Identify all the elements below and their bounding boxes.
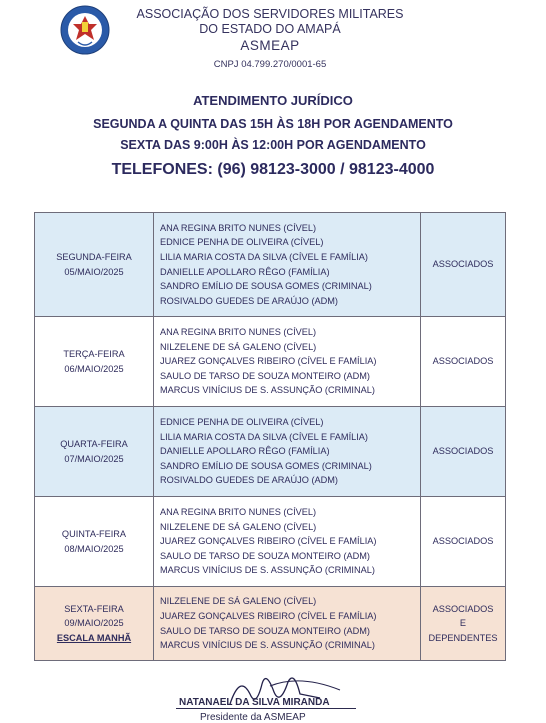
day-cell <box>35 407 154 497</box>
audience-cell <box>421 497 506 587</box>
lawyer-entry: ROSIVALDO GUEDES DE ARAÚJO (ADM) <box>160 295 338 306</box>
schedule-row-monday <box>35 213 506 317</box>
audience-label: ASSOCIADOS <box>432 446 494 457</box>
schedule-row-wednesday <box>35 407 506 497</box>
lawyer-entry: SANDRO EMÍLIO DE SOUSA GOMES (CRIMINAL) <box>160 460 372 471</box>
org-cnpj: CNPJ 04.799.270/0001-65 <box>213 59 327 70</box>
day-date: 09/MAIO/2025 <box>64 618 124 629</box>
schedule-row-thursday <box>35 497 506 587</box>
day-cell <box>35 587 154 661</box>
audience-cell <box>421 213 506 317</box>
day-cell <box>35 213 154 317</box>
lawyer-entry: JUAREZ GONÇALVES RIBEIRO (CÍVEL E FAMÍLIA) <box>160 356 377 367</box>
lawyer-entry: JUAREZ GONÇALVES RIBEIRO (CÍVEL E FAMÍLIA) <box>160 536 377 547</box>
audience-label: DEPENDENTES <box>428 632 498 643</box>
lawyers-cell <box>154 497 421 587</box>
lawyer-entry: EDNICE PENHA DE OLIVEIRA (CÍVEL) <box>160 237 324 248</box>
audience-cell <box>421 407 506 497</box>
notice-hours-fri: SEXTA DAS 9:00H ÀS 12:00H POR AGENDAMENTO <box>120 138 426 152</box>
lawyer-entry: MARCUS VINÍCIUS DE S. ASSUNÇÃO (CRIMINAL) <box>160 565 375 576</box>
day-label: SEXTA-FEIRA <box>64 603 124 614</box>
lawyer-entry: SAULO DE TARSO DE SOUZA MONTEIRO (ADM) <box>160 370 370 381</box>
lawyer-entry: ROSIVALDO GUEDES DE ARAÚJO (ADM) <box>160 475 338 486</box>
lawyer-entry: LILIA MARIA COSTA DA SILVA (CÍVEL E FAMÍLIA) <box>160 251 368 262</box>
lawyers-cell <box>154 213 421 317</box>
lawyer-entry: DANIELLE APOLLARO RÊGO (FAMÍLIA) <box>160 266 330 277</box>
org-name-line1: ASSOCIAÇÃO DOS SERVIDORES MILITARES <box>136 7 404 21</box>
org-acronym: ASMEAP <box>240 38 300 53</box>
audience-label: E <box>459 618 467 629</box>
day-label: QUINTA-FEIRA <box>61 528 127 539</box>
schedule-table <box>34 212 506 661</box>
lawyer-entry: ANA REGINA BRITO NUNES (CÍVEL) <box>160 222 317 233</box>
day-date: 05/MAIO/2025 <box>64 266 124 277</box>
lawyer-entry: SAULO DE TARSO DE SOUZA MONTEIRO (ADM) <box>160 550 370 561</box>
notice-title: ATENDIMENTO JURÍDICO <box>193 93 353 108</box>
day-cell <box>35 497 154 587</box>
day-cell <box>35 317 154 407</box>
notice-phones: TELEFONES: (96) 98123-3000 / 98123-4000 <box>111 161 435 178</box>
schedule-row-tuesday <box>35 317 506 407</box>
lawyer-entry: MARCUS VINÍCIUS DE S. ASSUNÇÃO (CRIMINAL) <box>160 640 375 651</box>
lawyer-entry: MARCUS VINÍCIUS DE S. ASSUNÇÃO (CRIMINAL) <box>160 385 375 396</box>
lawyer-entry: EDNICE PENHA DE OLIVEIRA (CÍVEL) <box>160 417 324 428</box>
signature-line <box>176 708 356 709</box>
org-name-line2: DO ESTADO DO AMAPÁ <box>199 22 341 36</box>
lawyer-entry: SAULO DE TARSO DE SOUZA MONTEIRO (ADM) <box>160 625 370 636</box>
lawyers-cell <box>154 317 421 407</box>
day-date: 07/MAIO/2025 <box>64 453 124 464</box>
audience-label: ASSOCIADOS <box>432 536 494 547</box>
shift-label: ESCALA MANHÃ <box>56 632 132 643</box>
lawyers-cell <box>154 407 421 497</box>
audience-label: ASSOCIADOS <box>432 356 494 367</box>
lawyer-entry: NILZELENE DE SÁ GALENO (CÍVEL) <box>160 521 317 532</box>
day-label: SEGUNDA-FEIRA <box>56 251 132 262</box>
day-label: TERÇA-FEIRA <box>63 348 125 359</box>
lawyer-entry: NILZELENE DE SÁ GALENO (CÍVEL) <box>160 341 317 352</box>
signatory-title: Presidente da ASMEAP <box>200 712 306 723</box>
asmeap-logo <box>60 0 110 70</box>
audience-cell <box>421 587 506 661</box>
lawyer-entry: JUAREZ GONÇALVES RIBEIRO (CÍVEL E FAMÍLIA) <box>160 610 377 621</box>
lawyer-entry: SANDRO EMÍLIO DE SOUSA GOMES (CRIMINAL) <box>160 281 372 292</box>
day-label: QUARTA-FEIRA <box>60 438 128 449</box>
schedule-row-friday <box>35 587 506 661</box>
lawyer-entry: NILZELENE DE SÁ GALENO (CÍVEL) <box>160 596 317 607</box>
day-date: 08/MAIO/2025 <box>64 543 124 554</box>
lawyers-cell <box>154 587 421 661</box>
lawyer-entry: ANA REGINA BRITO NUNES (CÍVEL) <box>160 327 317 338</box>
audience-label: ASSOCIADOS <box>432 603 494 614</box>
lawyer-entry: LILIA MARIA COSTA DA SILVA (CÍVEL E FAMÍLIA) <box>160 431 368 442</box>
day-date: 06/MAIO/2025 <box>64 363 124 374</box>
audience-cell <box>421 317 506 407</box>
lawyer-entry: DANIELLE APOLLARO RÊGO (FAMÍLIA) <box>160 446 330 457</box>
lawyer-entry: ANA REGINA BRITO NUNES (CÍVEL) <box>160 507 317 518</box>
signatory-name: NATANAEL DA SILVA MIRANDA <box>179 697 330 708</box>
audience-label: ASSOCIADOS <box>432 259 494 270</box>
notice-hours-mon-thu: SEGUNDA A QUINTA DAS 15H ÀS 18H POR AGENDAMENTO <box>93 117 453 131</box>
